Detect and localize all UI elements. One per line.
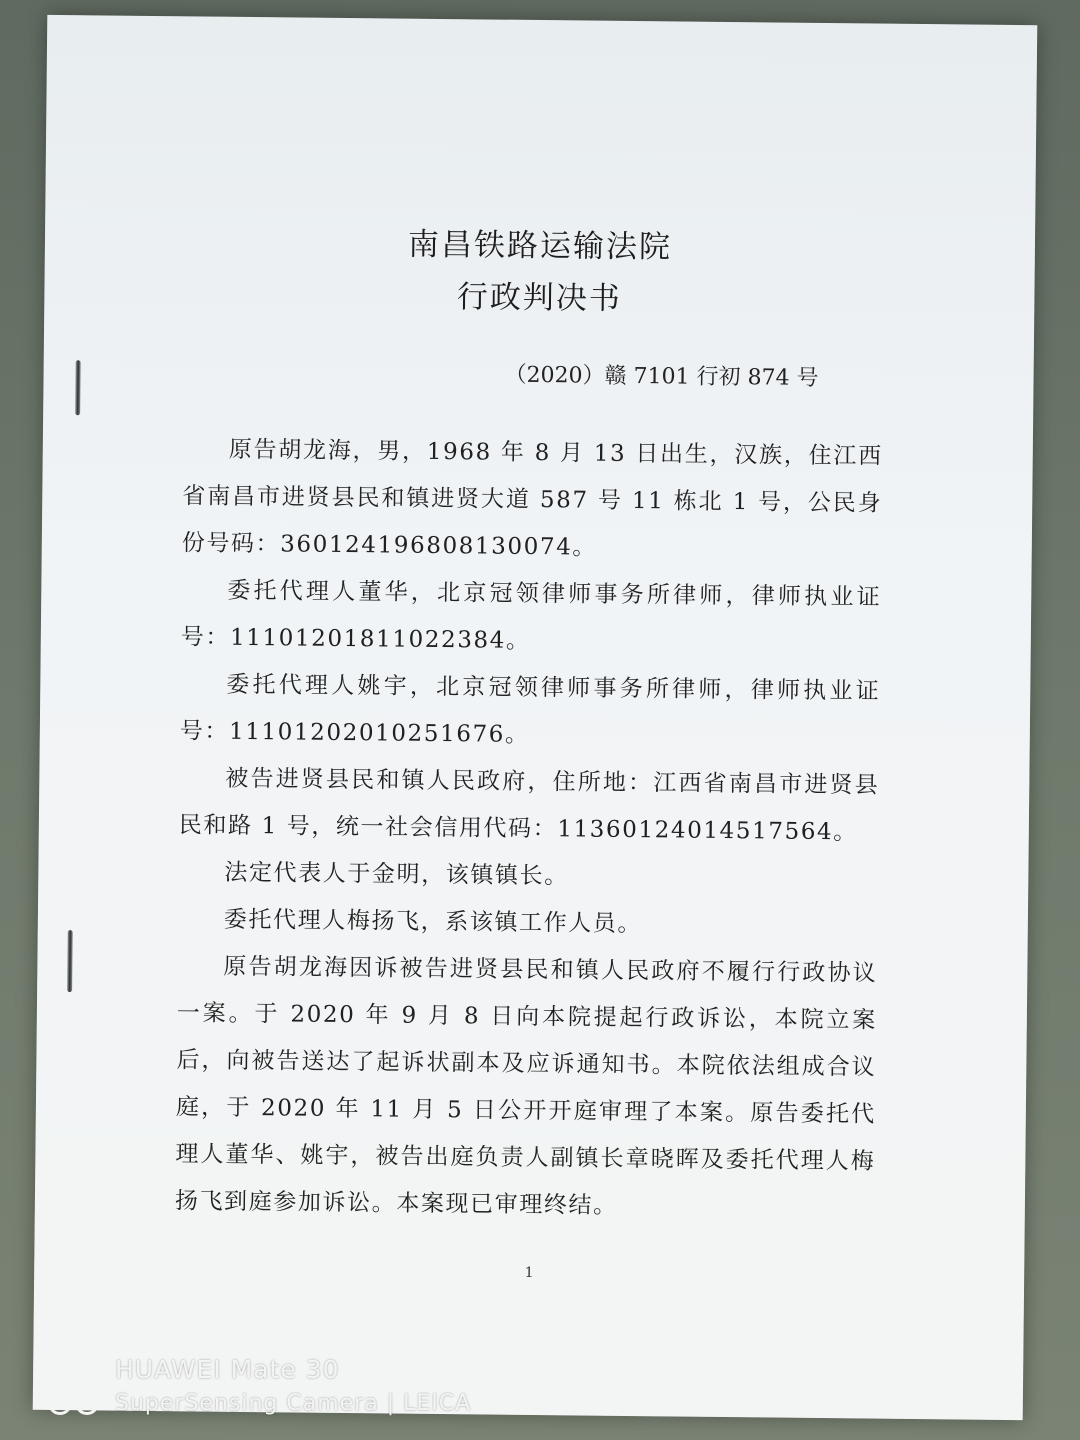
agent-2-paragraph: 委托代理人姚宇，北京冠领律师事务所律师，律师执业证号：11101202010251676。 [179, 671, 881, 748]
camera-watermark [48, 1352, 471, 1420]
staple-top [75, 360, 81, 415]
camera-lens-icon-2 [48, 1391, 99, 1415]
legal-representative-paragraph: 法定代表人于金明，该镇镇长。 [224, 859, 569, 890]
camera-lens-icon [48, 1357, 99, 1381]
page-number: 1 [524, 1264, 534, 1282]
defendant-agent-paragraph: 委托代理人梅扬飞，系该镇工作人员。 [223, 906, 643, 938]
case-number: （2020）赣 7101 行初 874 号 [504, 362, 819, 391]
case-summary-paragraph: 原告胡龙海因诉被告进贤县民和镇人民政府不履行行政协议一案。于 2020 年 9 月 8 日向本院提起行政诉讼，本院立案后，向被告送达了起诉状副本及应诉通知书。本院依法组成合议庭，于 2020 年 11 月 5 日公开开庭审理了本案。原告委托代理人董华、姚宇，被告出庭负责人副镇长章晓晖及委托代理人梅扬飞到庭参加诉讼。本案现已审理终结。 [174, 953, 878, 1219]
staple-bottom [67, 930, 73, 992]
watermark-camera: SuperSensing Camera | LEICA [115, 1390, 472, 1416]
document-body [175, 426, 883, 1232]
plaintiff-paragraph: 原告胡龙海，男，1968 年 8 月 13 日出生，汉族，住江西省南昌市进贤县民和镇进贤大道 587 号 11 栋北 1 号，公民身份号码：360124196808130074。 [181, 436, 883, 561]
watermark-device: HUAWEI Mate 30 [115, 1354, 340, 1384]
document-title: 行政判决书 [456, 279, 623, 317]
agent-1-paragraph: 委托代理人董华，北京冠领律师事务所律师，律师执业证号：11101201811022384。 [180, 577, 882, 654]
defendant-paragraph: 被告进贤县民和镇人民政府，住所地：江西省南昌市进贤县民和路 1 号，统一社会信用代码：11360124014517564。 [178, 765, 880, 846]
court-name: 南昌铁路运输法院 [407, 226, 673, 266]
document-page [33, 15, 1038, 1420]
